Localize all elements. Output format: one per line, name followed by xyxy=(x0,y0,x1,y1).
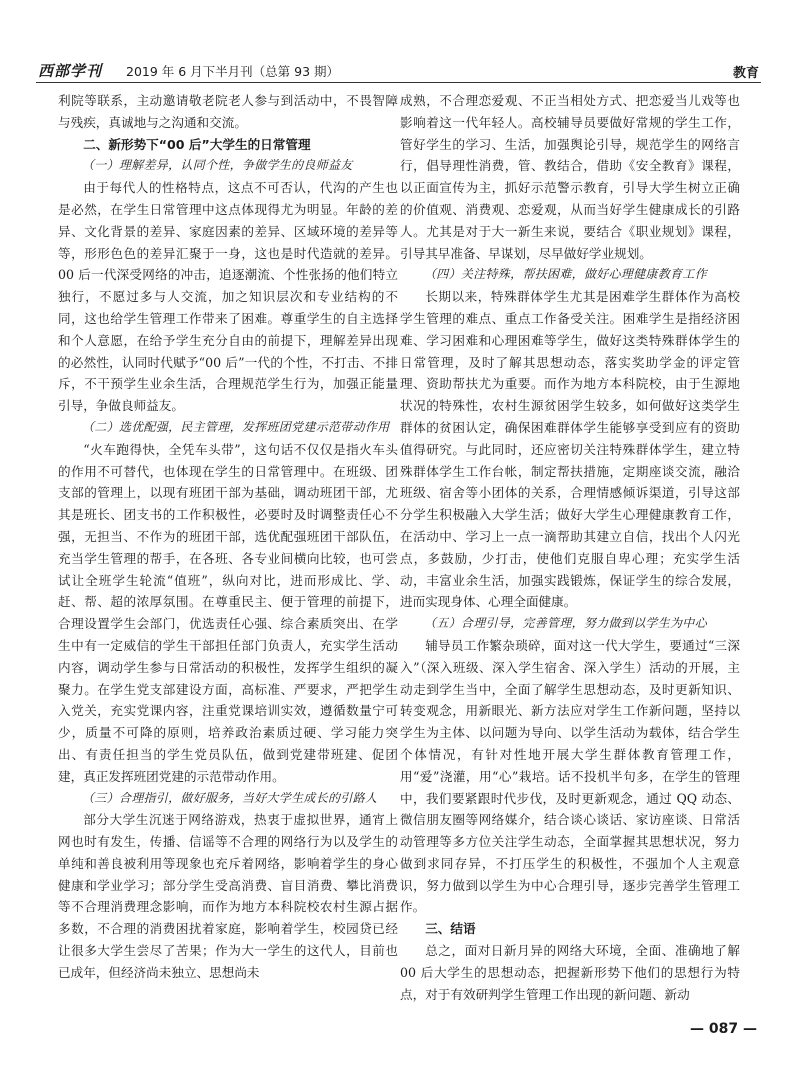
subsection-heading: （五）合理引导，完善管理，努力做到以学生为中心 xyxy=(424,616,707,631)
paragraph: 长期以来，特殊群体学生尤其是困难学生群体作为高校学生管理的难点、重点工作备受关注。困难学生是指经济困难、学习困难和心理困难等学生，做好这类特殊群体学生的日常管理，及时了解其思想动态，落实奖助学金的评定管理、资助帮扶尤为重要。而作为地方本科院校，由于生源地状况的特殊性，农村生源贫困学生较多，如何做好这类学生群体的贫困认定，确保困难群体学生能够享受到应有的资助值得研究。与此同时，还应密切关注特殊群体学生，建立特殊群体学生工作台帐，制定帮扶措施，定期座谈交流，融洽班级、宿舍等小团体的关系，合理情感倾诉渠道，引导这部分学生积极融入大学生活；做好大学生心理健康教育工作，在活动中、学习上一点一滴帮助其建立自信，找出个人闪光点，多鼓励，少打击，使他们克服自卑心理；充实学生活动，丰富业余生活，加强实践锻炼，保证学生的综合发展，进而实现身体、心理全面健康。 xyxy=(400,289,740,610)
paragraph: “火车跑得快，全凭车头带”，这句话不仅仅是指火车头的作用不可替代，也体现在学生的日常管理中。在班级、团支部的管理上，以现有班团干部为基础，调动班团干部，尤其是班长、团支书的工作积极性，必要时及时调整责任心不强，无担当、不作为的班团干部，选优配强班团干部队伍，充当学生管理的帮手，在各班、各专业间横向比较，也可尝试让全班学生轮流“值班”，纵向对比，进而形成比、学、赶、帮、超的浓厚氛围。在尊重民主、便于管理的前提下，合理设置学生会部门，优选责任心强、综合素质突出、在学生中有一定威信的学生干部担任部门负责人，充实学生活动内容，调动学生参与日常活动的积极性，发挥学生组织的凝聚力。在学生党支部建设方面，高标准、严要求，严把学生入党关，充实党课内容，注重党课培训实效，遵循数量宁可少，质量不可降的原则，培养政治素质过硬、学习能力突出、有责任担当的学生党员队伍，做到党建带班建、促团建，真正发挥班团党建的示范带动作用。 xyxy=(58,441,398,784)
section-heading: 二、新形势下“00 后”大学生的日常管理 xyxy=(83,136,311,152)
paragraph: 成熟，不合理恋爱观、不正当相处方式、把恋爱当儿戏等也影响着这一代年轻人。高校辅导员要做好常规的学生工作，管好学生的学习、生活，加强舆论引导，规范学生的网络言行，倡导理性消费，管、教结合，借助《安全教育》课程，以正面宣传为主，抓好示范警示教育，引导大学生树立正确的价值观、消费观、恋爱观，从而当好学生健康成长的引路人。尤其是对于大一新生来说，要结合《职业规划》课程，引导其早准备、早谋划，尽早做好学业规划。 xyxy=(400,93,740,261)
subsection-heading: （二）选优配强，民主管理，发挥班团党建示范带动作用 xyxy=(82,419,390,434)
section-label: 教育 xyxy=(732,66,759,81)
subsection-heading: （四）关注特殊，帮扶困难，做好心理健康教育工作 xyxy=(424,267,707,282)
subsection-heading: （一）理解差异，认同个性，争做学生的良师益友 xyxy=(82,158,353,173)
paragraph: 辅导员工作繁杂琐碎，面对这一代大学生，要通过“三深入”（深入班级、深入学生宿舍、深入学生）活动的开展，主动走到学生当中，全面了解学生思想动态，及时更新知识、转变观念，用新眼光、新方法应对学生工作新问题，坚持以学生为主体、以问题为导向、以学生活动为载体，结合学生个体情况，有针对性地开展大学生群体教育管理工作，用“爱”浇灌，用“心”栽培。话不投机半句多，在学生的管理中，我们要紧跟时代步伐，及时更新观念，通过 QQ 动态、微信朋友圈等网络媒介，结合谈心谈话、家访座谈、日常活动管理等多方位关注学生动态，全面掌握其思想状况，努力做到求同存异，不打压学生的积极性，不强加个人主观意识，努力做到以学生为中心合理引导，逐步完善学生管理工作。 xyxy=(400,637,740,915)
page-number: — 087 — xyxy=(690,1021,757,1037)
paragraph: 总之，面对日新月异的网络大环境，全面、准确地了解 00 后大学生的思想动态，把握新形势下他们的思想行为特点，对于有效研判学生管理工作出现的新问题、新动 xyxy=(400,943,740,1002)
issue-info: 2019 年 6 月下半月刊（总第 93 期） xyxy=(126,64,340,79)
right-column xyxy=(400,90,740,1005)
journal-logo: 西部学刊 xyxy=(38,62,103,80)
section-heading: 三、结语 xyxy=(425,921,476,937)
page-header xyxy=(36,56,761,82)
subsection-heading: （三）合理指引，做好服务，当好大学生成长的引路人 xyxy=(82,790,378,805)
paragraph: 由于每代人的性格特点，这点不可否认，代沟的产生也是必然，在学生日常管理中这点体现得尤为明显。年龄的差异、文化背景的差异、家庭因素的差异、区域环境的差异等等，形形色色的差异汇聚于一身，这也是时代造就的差异。00 后一代深受网络的冲击，追逐潮流、个性张扬的他们特立独行，不愿过多与人交流，加之知识层次和专业结构的不同，这也给学生管理工作带来了困难。尊重学生的自主选择和个人意愿，在给予学生充分自由的前提下，理解差异出现的必然性，认同时代赋予“00 后”一代的个性，不打击、不排斥，不干预学生业余生活，合理规范学生行为，加强正能量引导，争做良师益友。 xyxy=(58,180,398,414)
paragraph: 利院等联系，主动邀请敬老院老人参与到活动中，不畏智障与残疾，真诚地与之沟通和交流。 xyxy=(58,93,398,130)
left-column xyxy=(58,90,398,984)
header-rule xyxy=(36,82,761,83)
paragraph: 部分大学生沉迷于网络游戏，热衷于虚拟世界，通宵上网也时有发生，传播、信谣等不合理的网络行为以及学生的单纯和善良被利用等现象也充斥着网络，影响着学生的身心健康和学业学习；部分学生受高消费、盲目消费、攀比消费等不合理消费理念影响，而作为地方本科院校农村生源占据多数，不合理的消费困扰着家庭，影响着学生，校园贷已经让很多大学生尝尽了苦果；作为大一学生的这代人，目前也已成年，但经济尚未独立、思想尚未 xyxy=(58,812,398,980)
